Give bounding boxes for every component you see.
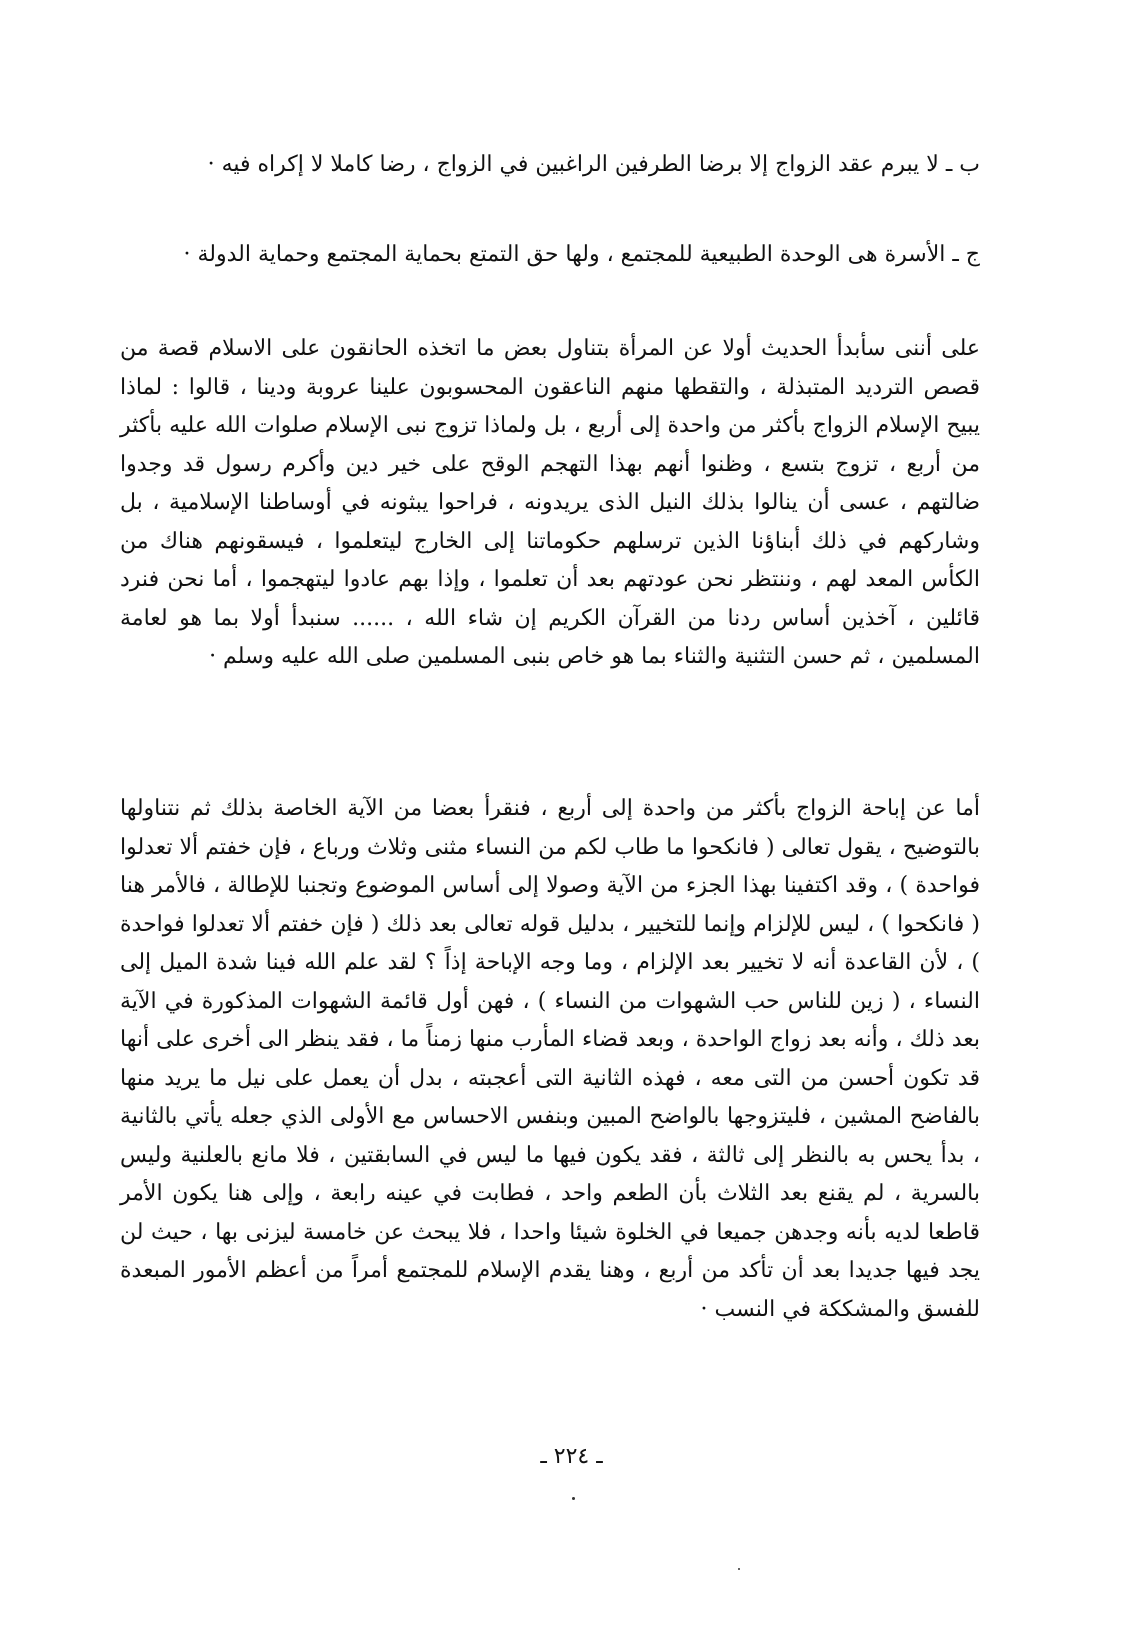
body-paragraph-2: أما عن إباحة الزواج بأكثر من واحدة إلى أربع ، فنقرأ بعضا من الآية الخاصة بذلك ثم نتناولها بالتوضيح ، يقول تعالى ( فانكحوا ما طاب لكم من النساء مثنى وثلاث ورباع ، فإن خفتم ألا تعدلوا فواحدة ) ، وقد اكتفينا بهذا الجزء من الآية وصولا إلى أساس الموضوع وتجنبا للإطالة ، فالأمر هنا ( فانكحوا ) ، ليس للإلزام وإنما للتخيير ، بدليل قوله تعالى بعد ذلك ( فإن خفتم ألا تعدلوا فواحدة ) ، لأن القاعدة أنه لا تخيير بعد الإلزام ، وما وجه الإباحة إذاً ؟ لقد علم الله فينا شدة الميل إلى النساء ، ( زين للناس حب الشهوات من النساء ) ، فهن أول قائمة الشهوات المذكورة في الآية بعد ذلك ، وأنه بعد زواج الواحدة ، وبعد قضاء المأرب منها زمناً ما ، فقد ينظر الى أخرى على أنها قد تكون أحسن من التى معه ، فهذه الثانية التى أعجبته ، بدل أن يعمل على نيل ما يريد منها بالفاضح المشين ، فليتزوجها بالواضح المبين وبنفس الاحساس مع الأولى الذي جعله يأتي بالثانية ، بدأ يحس به بالنظر إلى ثالثة ، فقد يكون فيها ما ليس في السابقتين ، فلا مانع بالعلنية وليس بالسرية ، لم يقنع بعد الثلاث بأن الطعم واحد ، فطابت في عينه رابعة ، وإلى هنا يكون الأمر قاطعا لديه بأنه وجدهن جميعا في الخلوة شيئا واحدا ، فلا يبحث عن خامسة ليزنى بها ، حيث لن يجد فيها جديدا بعد أن تأكد من أربع ، وهنا يقدم الإسلام للمجتمع أمراً من أعظم الأمور المبعدة للفسق والمشككة في النسب · xyxy=(120,796,980,1322)
scan-speck xyxy=(572,1497,575,1500)
page-number: ـ ٢٢٤ ـ xyxy=(540,1444,603,1469)
body-paragraph-1: على أننى سأبدأ الحديث أولا عن المرأة بتناول بعض ما اتخذه الحانقون على الاسلام قصة من قصص الترديد المتبذلة ، والتقطها منهم الناعقون المحسوبون علينا عروبة ودينا ، قالوا : لماذا يبيح الإسلام الزواج بأكثر من واحدة إلى أربع ، بل ولماذا تزوج نبى الإسلام صلوات الله عليه بأكثر من أربع ، تزوج بتسع ، وظنوا أنهم بهذا التهجم الوقح على خير دين وأكرم رسول قد وجدوا ضالتهم ، عسى أن ينالوا بذلك النيل الذى يريدونه ، فراحوا يبثونه في أوساطنا الإسلامية ، بل وشاركهم في ذلك أبناؤنا الذين ترسلهم حكوماتنا إلى الخارج ليتعلموا ، فيسقونهم هناك من الكأس المعد لهم ، وننتظر نحن عودتهم بعد أن تعلموا ، وإذا بهم عادوا ليتهجموا ، أما نحن فنرد قائلين ، آخذين أساس ردنا من القرآن الكريم إن شاء الله ، ...... سنبدأ أولا بما هو لعامة المسلمين ، ثم حسن التثنية والثناء بما هو خاص بنبى المسلمين صلى الله عليه وسلم · xyxy=(120,336,980,669)
list-item-b: ب ـ لا يبرم عقد الزواج إلا برضا الطرفين الراغبين في الزواج ، رضا كاملا لا إكراه فيه · xyxy=(207,152,980,177)
list-item-j: ج ـ الأسرة هى الوحدة الطبيعية للمجتمع ، ولها حق التمتع بحماية المجتمع وحماية الدولة · xyxy=(183,242,980,267)
scan-speck xyxy=(738,1568,740,1570)
